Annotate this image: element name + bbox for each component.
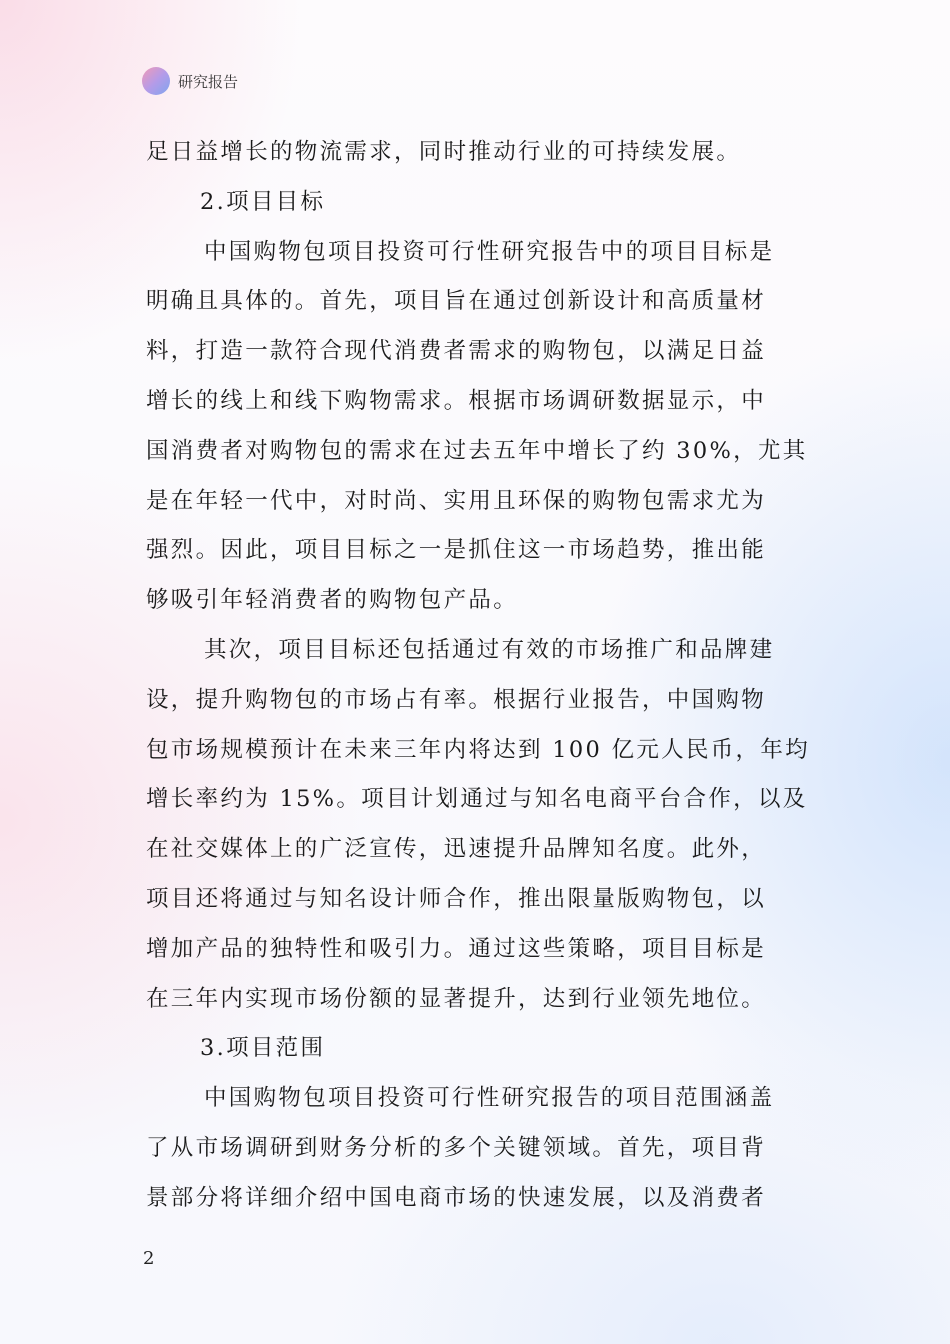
paragraph-line: 中国购物包项目投资可行性研究报告中的项目目标是 (204, 238, 775, 265)
section-heading: 3.项目范围 (200, 1035, 326, 1062)
page-header (142, 66, 238, 96)
paragraph-line: 增长的线上和线下购物需求。根据市场调研数据显示，中 (146, 387, 767, 414)
section-heading: 2.项目目标 (200, 188, 326, 215)
paragraph-line: 包市场规模预计在未来三年内将达到 100 亿元人民币，年均 (146, 736, 810, 763)
paragraph-line: 其次，项目目标还包括通过有效的市场推广和品牌建 (204, 636, 775, 663)
header-title: 研究报告 (178, 72, 239, 91)
paragraph-line: 中国购物包项目投资可行性研究报告的项目范围涵盖 (204, 1085, 775, 1112)
document-body (146, 128, 808, 1224)
logo-icon (142, 67, 170, 95)
paragraph-line: 足日益增长的物流需求，同时推动行业的可持续发展。 (146, 139, 742, 165)
paragraph-line: 设，提升购物包的市场占有率。根据行业报告，中国购物 (146, 686, 767, 713)
paragraph-line: 增加产品的独特性和吸引力。通过这些策略，项目目标是 (146, 935, 767, 962)
page-number: 2 (143, 1248, 155, 1269)
paragraph-line: 景部分将详细介绍中国电商市场的快速发展，以及消费者 (146, 1184, 767, 1211)
paragraph-line: 料，打造一款符合现代消费者需求的购物包，以满足日益 (146, 338, 767, 365)
paragraph-line: 了从市场调研到财务分析的多个关键领域。首先，项目背 (146, 1134, 767, 1161)
paragraph-line: 在社交媒体上的广泛宣传，迅速提升品牌知名度。此外， (146, 836, 767, 863)
paragraph-line: 够吸引年轻消费者的购物包产品。 (146, 587, 519, 614)
paragraph-line: 增长率约为 15%。项目计划通过与知名电商平台合作，以及 (146, 786, 808, 813)
paragraph-line: 是在年轻一代中，对时尚、实用且环保的购物包需求尤为 (146, 487, 767, 514)
paragraph-line: 明确且具体的。首先，项目旨在通过创新设计和高质量材 (146, 288, 767, 315)
paragraph-line: 国消费者对购物包的需求在过去五年中增长了约 30%，尤其 (146, 437, 808, 464)
paragraph-line: 在三年内实现市场份额的显著提升，达到行业领先地位。 (146, 985, 767, 1012)
paragraph-line: 强烈。因此，项目目标之一是抓住这一市场趋势，推出能 (146, 537, 767, 564)
paragraph-line: 项目还将通过与知名设计师合作，推出限量版购物包，以 (146, 885, 767, 912)
